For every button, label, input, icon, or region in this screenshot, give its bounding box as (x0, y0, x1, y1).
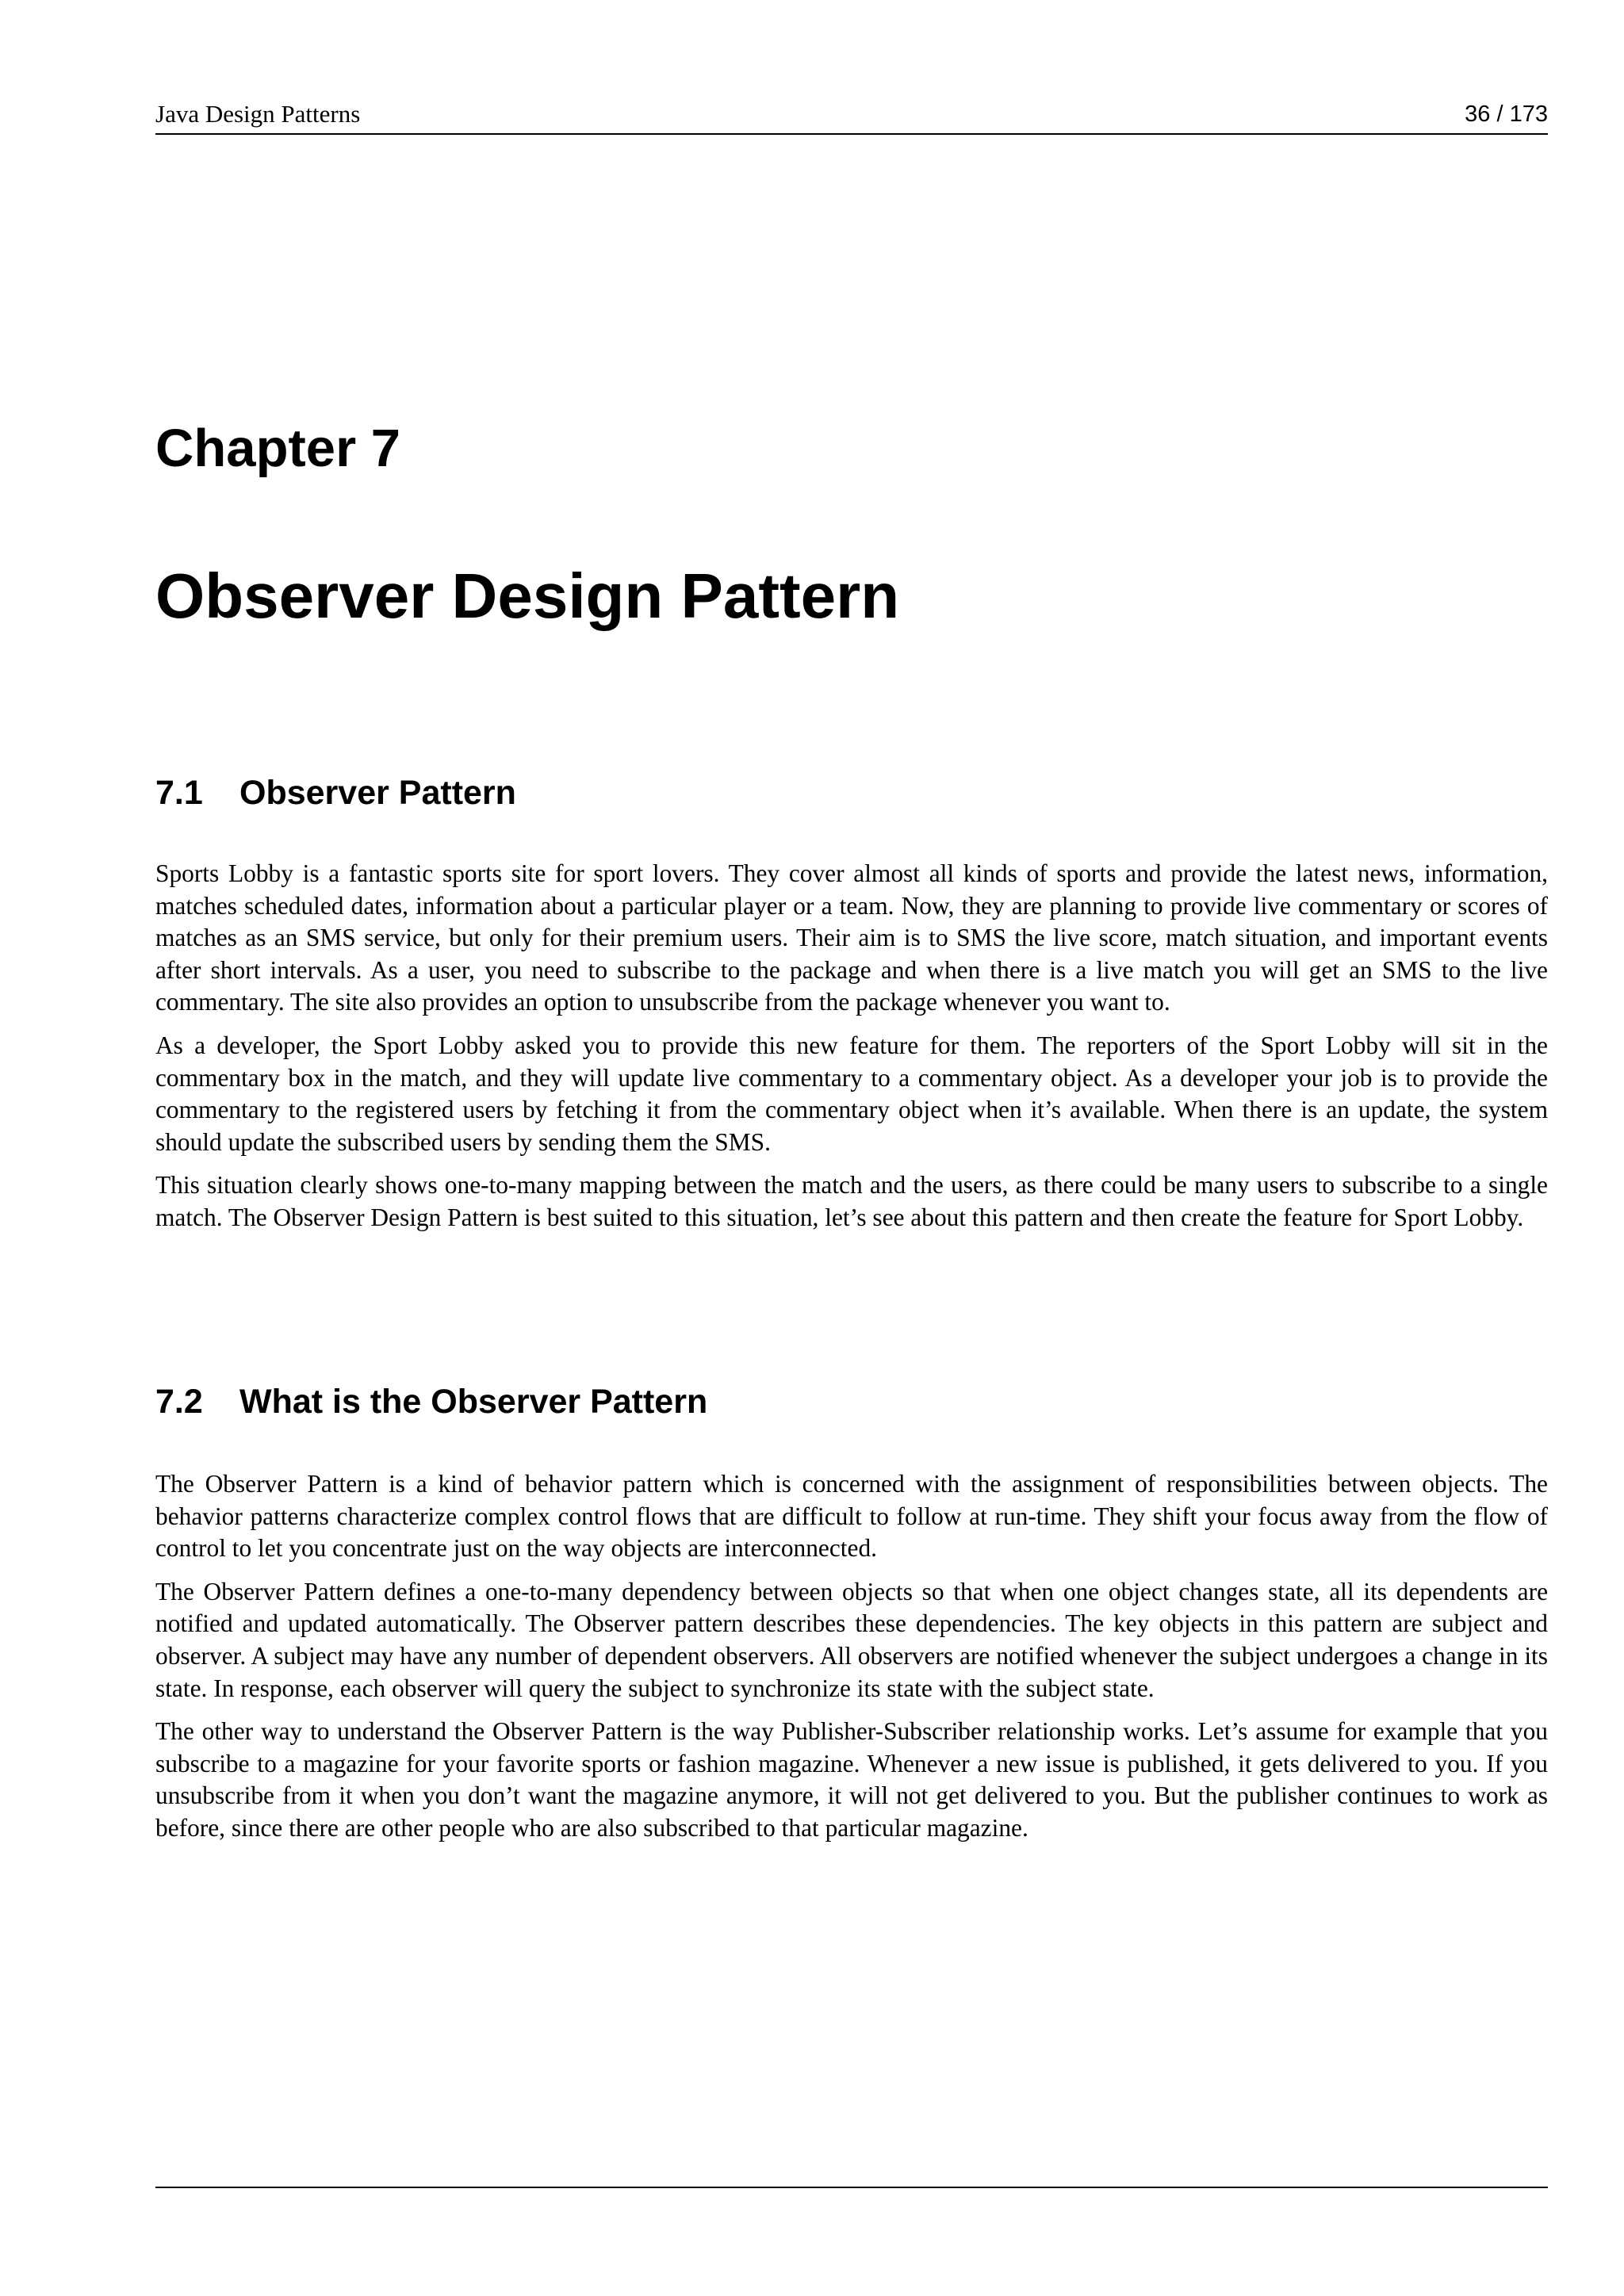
paragraph: As a developer, the Sport Lobby asked you to provide this new feature for them. The reporters of the Sport Lobby will sit in the commentary box in the match, and they will update live commentary to a commentary object. As a developer your job is to provide the commentary to the registered users by fetching it from the commentary object when it’s available. When there is an update, the system should update the subscribed users by sending them the SMS. (155, 1031, 1548, 1156)
paragraph: Sports Lobby is a fantastic sports site for sport lovers. They cover almost all kinds of sports and provide the latest news, information, matches scheduled dates, information about a particular player or a team. Now, they are planning to provide live commentary or scores of matches as an SMS service, but only for their premium users. Their aim is to SMS the live score, match situation, and important events after short intervals. As a user, you need to subscribe to the package and when there is a live match you will get an SMS to the live commentary. The site also provides an option to unsubscribe from the package whenever you want to. (155, 859, 1548, 1016)
section-body-7-2 (155, 1468, 1548, 1856)
section-heading-7-2 (155, 1380, 707, 1424)
paragraph: The Observer Pattern is a kind of behavior pattern which is concerned with the assignment of responsibilities between objects. The behavior patterns characterize complex control flows that are difficult to follow at run-time. They shift your focus away from the flow of control to let you concentrate just on the way objects are interconnected. (155, 1470, 1548, 1563)
section-number: 7.1 (155, 774, 203, 812)
chapter-label: Chapter 7 (155, 419, 401, 478)
running-header (155, 97, 1548, 135)
paragraph: The Observer Pattern defines a one-to-many dependency between objects so that when one object changes state, all its dependents are notified and updated automatically. The Observer pattern describes these dependencies. The key objects in this pattern are subject and observer. A subject may have any number of dependent observers. All observers are notified whenever the subject undergoes a change in its state. In response, each observer will query the subject to synchronize its state with the subject state. (155, 1577, 1548, 1702)
footer-rule (155, 2187, 1548, 2188)
page-number: 36 / 173 (1465, 101, 1548, 127)
section-title: Observer Pattern (239, 774, 516, 812)
section-number: 7.2 (155, 1383, 203, 1421)
book-title: Java Design Patterns (155, 100, 361, 128)
section-heading-7-1 (155, 771, 516, 815)
section-title: What is the Observer Pattern (239, 1383, 708, 1421)
section-body-7-1 (155, 858, 1548, 1246)
paragraph: This situation clearly shows one-to-many mapping between the match and the users, as there could be many users to subscribe to a single match. The Observer Design Pattern is best suited to this situation, let’s see about this pattern and then create the feature for Sport Lobby. (155, 1171, 1548, 1231)
chapter-title: Observer Design Pattern (155, 561, 900, 631)
paragraph: The other way to understand the Observer Pattern is the way Publisher-Subscriber relationship works. Let’s assume for example that you subscribe to a magazine for your favorite sports or fashion magazine. Whenever a new issue is published, it gets delivered to you. If you unsubscribe from it when you don’t want the magazine anymore, it will not get delivered to you. But the publisher continues to work as before, since there are other people who are also subscribed to that particular magazine. (155, 1717, 1548, 1842)
